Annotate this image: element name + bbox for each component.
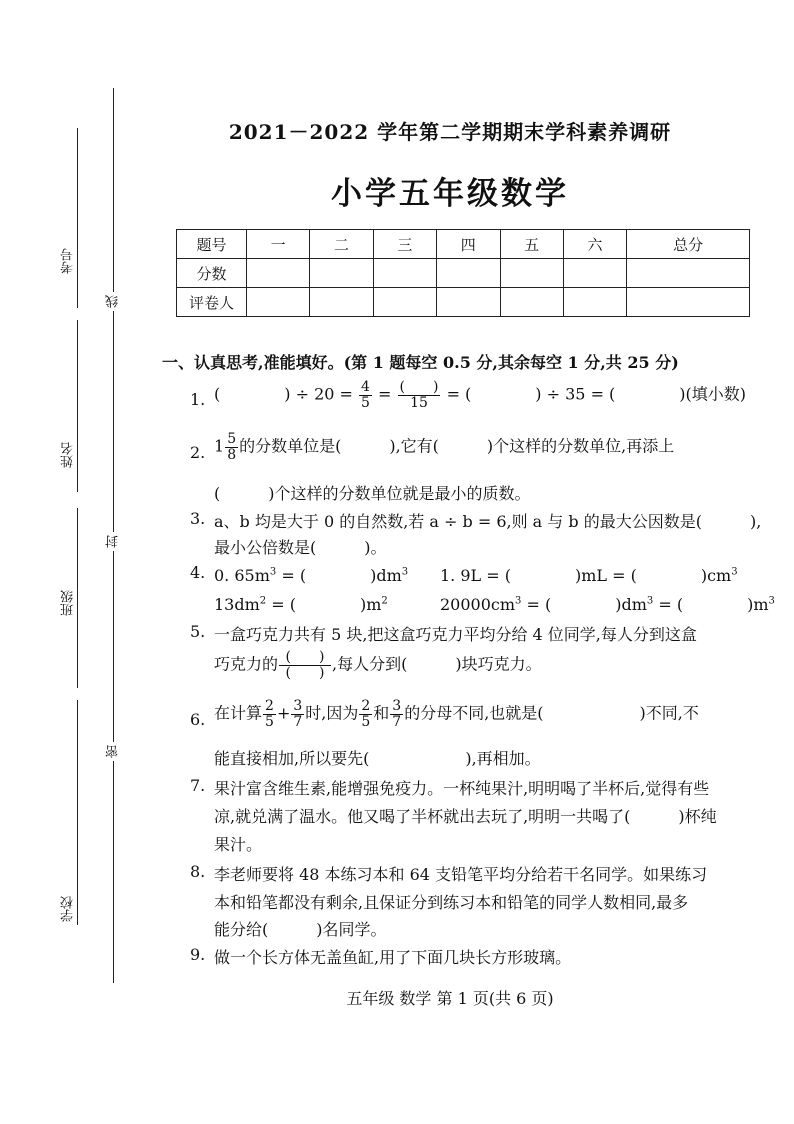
score-cell[interactable] — [310, 259, 373, 288]
score-row — [177, 259, 750, 288]
question-number: 2. — [190, 443, 206, 462]
score-cell[interactable] — [373, 259, 436, 288]
question-8-line-2: 本和铅笔都没有剩余,且保证分到练习本和铅笔的同学人数相同,最多 — [214, 893, 689, 912]
name-label: 姓名 — [61, 442, 76, 468]
score-cell[interactable] — [563, 259, 626, 288]
header-cell: 五 — [500, 230, 563, 259]
question-9-line-1: 做一个长方体无盖鱼缸,用了下面几块长方形玻璃。 — [214, 948, 572, 967]
score-cell[interactable] — [247, 259, 310, 288]
row-label: 评卷人 — [177, 288, 247, 317]
seal-word-feng: 封 — [104, 532, 123, 551]
question-number: 4. — [190, 563, 206, 582]
header-cell: 六 — [563, 230, 626, 259]
score-table-header-row — [177, 230, 750, 259]
question-1 — [214, 380, 746, 410]
q2-text: 的分数单位是( ),它有( )个这样的分数单位,再添上 — [239, 436, 675, 456]
q4-conversion-2: 1. 9L = ( )mL = ( )$cm^3$ — [440, 566, 738, 585]
grader-cell[interactable] — [500, 288, 563, 317]
question-number: 1. — [190, 390, 206, 409]
question-number: 7. — [190, 776, 206, 795]
binding-rule-school — [77, 700, 78, 925]
question-7-line-1: 果汁富含维生素,能增强免疫力。一杯纯果汁,明明喝了半杯后,觉得有些 — [214, 779, 710, 798]
header-cell: 二 — [310, 230, 373, 259]
question-8-line-1: 李老师要将 48 本练习本和 64 支铅笔平均分给若干名同学。如果练习 — [214, 865, 708, 884]
fraction-blank: $\frac{( )}{15}$ — [399, 379, 439, 411]
q4-conversion-1: 0. $65m^3$ = ( )$dm^3$ — [214, 566, 409, 585]
question-5-line-2: 巧克力的 $\frac{( )}{( )}$ ,每人分到( )块巧克力。 — [214, 649, 542, 681]
score-cell[interactable] — [500, 259, 563, 288]
question-2-line-1 — [214, 432, 674, 462]
question-5-line-1: 一盒巧克力共有 5 块,把这盒巧克力平均分给 4 位同学,每人分到这盒 — [214, 625, 697, 644]
seal-word-xian: 线 — [104, 292, 123, 311]
binding-rule-exam-no — [77, 128, 78, 308]
question-number: 8. — [190, 862, 206, 881]
question-7-line-2: 凉,就兑满了温水。他又喝了半杯就出去玩了,明明一共喝了( )杯纯 — [214, 807, 717, 826]
fraction-blank: $\frac{( )}{( )}$ — [279, 650, 331, 680]
grader-row — [177, 288, 750, 317]
mixed-number-whole: 1 — [214, 436, 225, 456]
fraction: $\frac{2}{5}$ — [361, 698, 371, 730]
exam-no-label: 考号 — [61, 248, 76, 274]
score-cell[interactable] — [437, 259, 500, 288]
fraction: $\frac{3}{7}$ — [392, 698, 402, 730]
grader-cell[interactable] — [627, 288, 750, 317]
question-3-line-2: 最小公倍数是( )。 — [214, 538, 387, 557]
page-footer: 五年级 数学 第 1 页(共 6 页) — [346, 989, 554, 1008]
header-cell: 四 — [437, 230, 500, 259]
q4-conversion-4: $20000cm^3$ = ( )$dm^3$ = ( )$m^3$ — [440, 595, 775, 614]
q4-conversion-3: $13dm^2$ = ( )$m^2$ — [214, 595, 388, 614]
question-6-line-1: 在计算 $\frac{2}{5}$ + $\frac{3}{7}$ 时,因为 $\frac{2}{5}$ 和 $\frac{3}{7}$ 的分母不同,也就是( )不同,不 — [214, 698, 699, 730]
fraction: $\frac{5}{8}$ — [227, 431, 237, 463]
grader-cell[interactable] — [247, 288, 310, 317]
section-1-heading: 一、认真思考,准能填好。(第 1 题每空 0.5 分,其余每空 1 分,共 25 分) — [162, 353, 679, 372]
row-label: 分数 — [177, 259, 247, 288]
question-2-line-2: ( )个这样的分数单位就是最小的质数。 — [214, 484, 531, 503]
page-title: 小学五年级数学 — [331, 176, 569, 212]
seal-word-mi: 密 — [104, 742, 123, 761]
header-cell: 三 — [373, 230, 436, 259]
header-cell: 题号 — [177, 230, 247, 259]
grader-cell[interactable] — [437, 288, 500, 317]
fraction: $\frac{4}{5}$ — [361, 379, 370, 411]
grader-cell[interactable] — [563, 288, 626, 317]
question-3-line-1: a、b 均是大于 0 的自然数,若 a ÷ b = 6,则 a 与 b 的最大公因数是( ), — [214, 512, 762, 531]
q1-part-2: = ( ) ÷ 35 = ( )(填小数) — [446, 384, 747, 404]
fraction: $\frac{3}{7}$ — [293, 698, 303, 730]
class-label: 班级 — [61, 590, 76, 616]
exam-title: 2021－2022 学年第二学期期末学科素养调研 — [228, 120, 672, 144]
question-number: 5. — [190, 622, 206, 641]
question-8-line-3: 能分给( )名同学。 — [214, 920, 387, 939]
score-table — [176, 229, 750, 317]
question-6-line-2: 能直接相加,所以要先( ),再相加。 — [214, 749, 541, 768]
question-number: 3. — [190, 509, 206, 528]
header-cell: 总分 — [627, 230, 750, 259]
q1-part-1: ( ) ÷ 20 = — [214, 384, 353, 404]
fraction: $\frac{2}{5}$ — [265, 698, 274, 730]
question-number: 9. — [190, 945, 206, 964]
equals-sign: = — [378, 384, 392, 404]
question-number: 6. — [190, 710, 206, 729]
header-cell: 一 — [247, 230, 310, 259]
school-label: 学校 — [61, 896, 76, 922]
score-cell[interactable] — [627, 259, 750, 288]
grader-cell[interactable] — [373, 288, 436, 317]
grader-cell[interactable] — [310, 288, 373, 317]
question-7-line-3: 果汁。 — [214, 835, 263, 854]
